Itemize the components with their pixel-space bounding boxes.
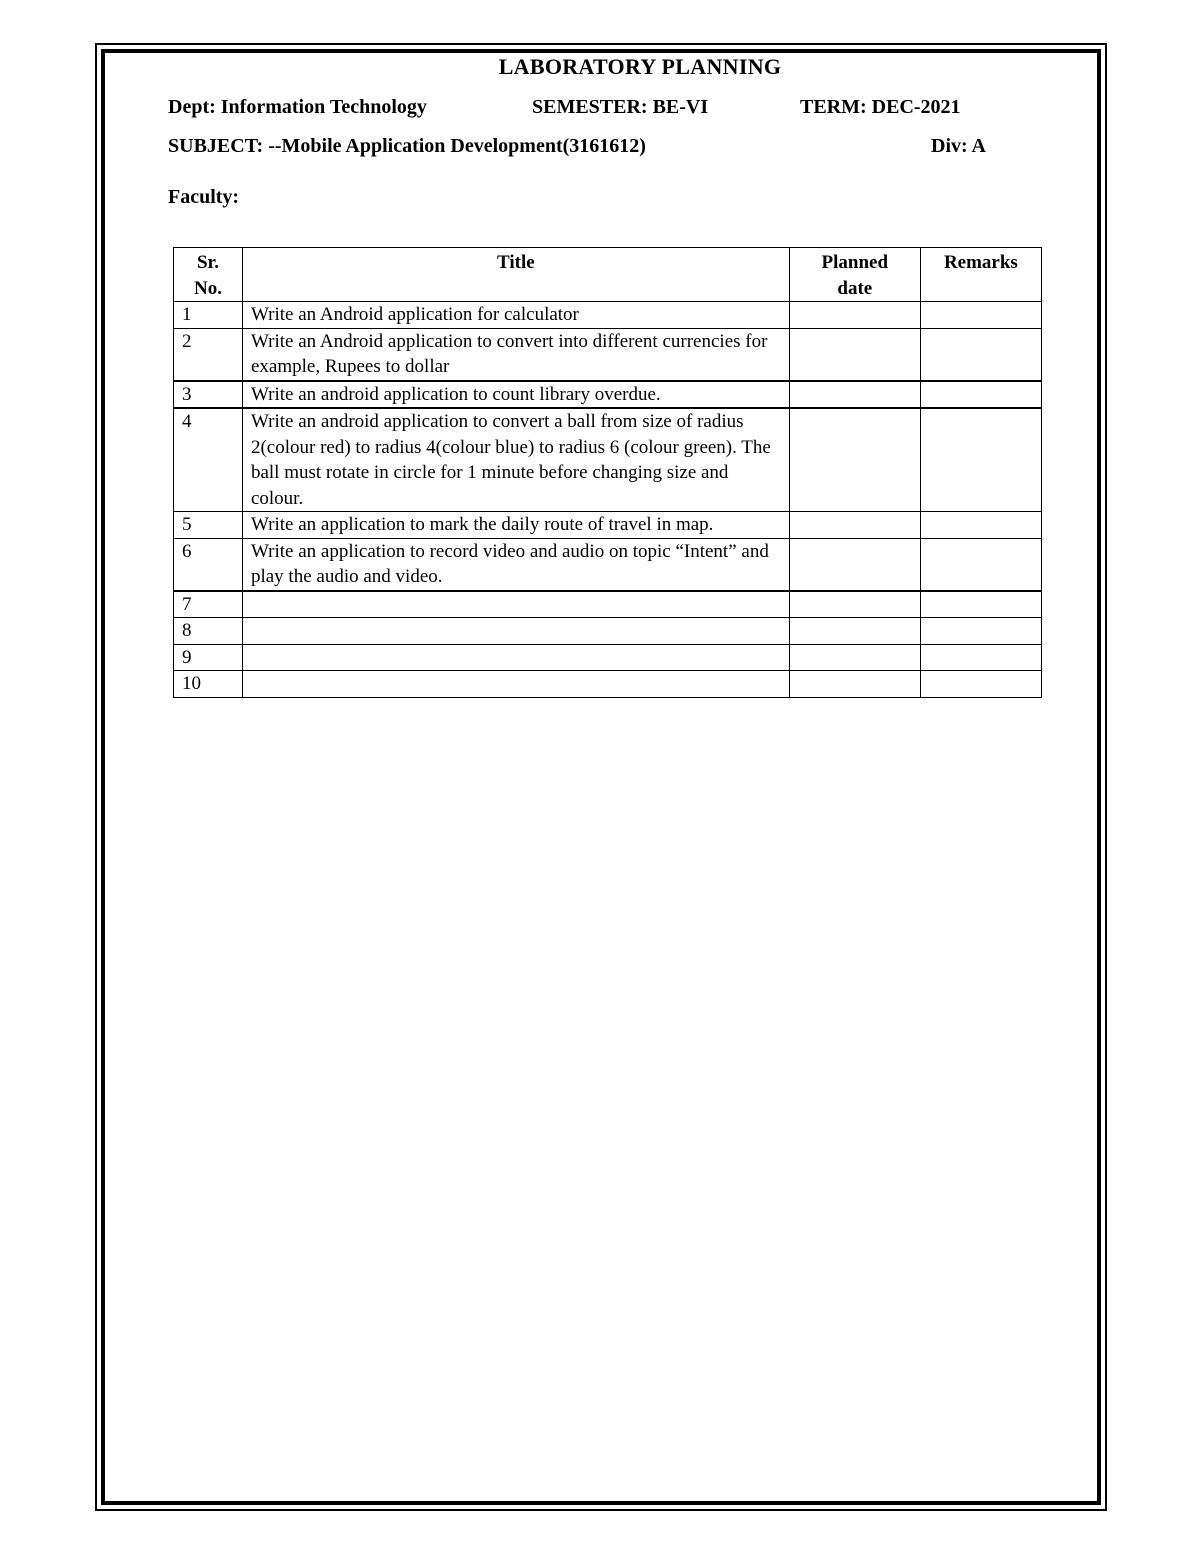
table-row: [174, 408, 1042, 512]
cell-title: Write an android application to convert a ball from size of radius 2(colour red) to radius 4(colour blue) to radius 6 (colour green). The ball must rotate in circle for 1 minute before changing size and colour.: [242, 408, 789, 512]
table-row: [174, 644, 1042, 671]
faculty-label: Faculty:: [168, 186, 240, 208]
cell-remarks: [920, 328, 1041, 381]
cell-planned-date: [789, 538, 920, 591]
cell-title: Write an Android application for calculator: [242, 302, 789, 329]
cell-remarks: [920, 671, 1041, 698]
header-sr-line2: No.: [193, 277, 222, 299]
cell-planned-date: [789, 512, 920, 539]
header-planned-date: [789, 248, 920, 302]
cell-planned-date: [789, 618, 920, 645]
header-title: Title: [242, 248, 789, 302]
cell-remarks: [920, 644, 1041, 671]
cell-title: Write an application to mark the daily route of travel in map.: [242, 512, 789, 539]
document-title: LABORATORY PLANNING: [498, 54, 782, 79]
semester-label: SEMESTER: BE-VI: [532, 96, 709, 118]
table-row: [174, 328, 1042, 381]
cell-remarks: [920, 591, 1041, 618]
header-planned-line2: date: [837, 277, 873, 299]
cell-remarks: [920, 381, 1041, 409]
cell-sr: 10: [174, 671, 243, 698]
header-sr-line1: Sr.: [196, 252, 219, 273]
cell-sr: 2: [174, 328, 243, 381]
cell-planned-date: [789, 408, 920, 512]
cell-title: Write an android application to count library overdue.: [242, 381, 789, 409]
cell-title: [242, 644, 789, 671]
cell-remarks: [920, 408, 1041, 512]
subject-label: SUBJECT: --Mobile Application Development(3161612): [168, 135, 646, 157]
term-label: TERM: DEC-2021: [800, 96, 961, 118]
cell-title: [242, 618, 789, 645]
cell-planned-date: [789, 644, 920, 671]
header-row: [174, 248, 1042, 302]
cell-sr: 6: [174, 538, 243, 591]
header-sr-no: [174, 248, 243, 302]
table-row: [174, 512, 1042, 539]
table-row: [174, 618, 1042, 645]
table-row: [174, 302, 1042, 329]
department-label: Dept: Information Technology: [168, 96, 427, 118]
cell-planned-date: [789, 381, 920, 409]
cell-title: [242, 591, 789, 618]
cell-sr: 8: [174, 618, 243, 645]
cell-sr: 9: [174, 644, 243, 671]
cell-sr: 1: [174, 302, 243, 329]
header-planned-line1: Planned: [821, 252, 889, 273]
cell-title: [242, 671, 789, 698]
cell-sr: 5: [174, 512, 243, 539]
cell-sr: 3: [174, 381, 243, 409]
header-remarks: Remarks: [920, 248, 1041, 302]
table-body: [174, 302, 1042, 698]
cell-planned-date: [789, 591, 920, 618]
table-header: [174, 248, 1042, 302]
cell-title: Write an application to record video and audio on topic “Intent” and play the audio and video.: [242, 538, 789, 591]
cell-remarks: [920, 512, 1041, 539]
cell-title: Write an Android application to convert into different currencies for example, Rupees to dollar: [242, 328, 789, 381]
table-row: [174, 538, 1042, 591]
table-row: [174, 381, 1042, 409]
division-label: Div: A: [931, 135, 986, 157]
table-row: [174, 591, 1042, 618]
cell-remarks: [920, 538, 1041, 591]
cell-sr: 4: [174, 408, 243, 512]
cell-planned-date: [789, 328, 920, 381]
table-row: [174, 671, 1042, 698]
cell-remarks: [920, 618, 1041, 645]
lab-plan-table: [173, 247, 1042, 698]
cell-planned-date: [789, 302, 920, 329]
cell-sr: 7: [174, 591, 243, 618]
cell-remarks: [920, 302, 1041, 329]
cell-planned-date: [789, 671, 920, 698]
